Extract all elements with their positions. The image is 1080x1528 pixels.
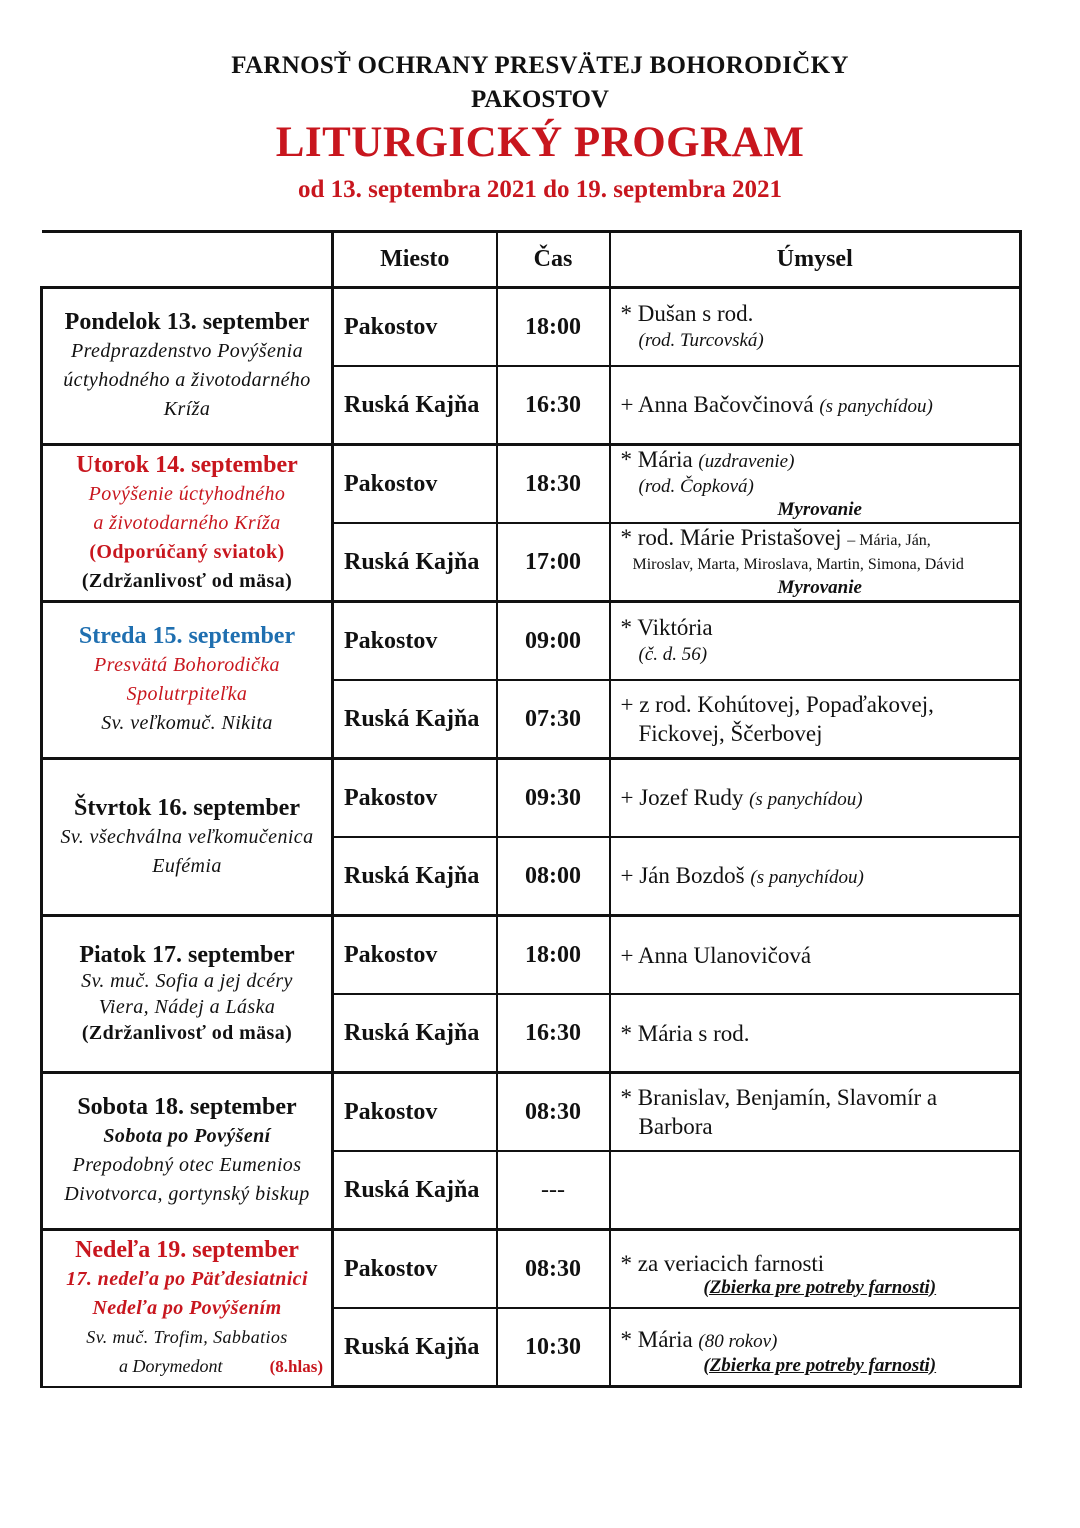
day-saint: Sv. všechválna veľkomučenica: [60, 825, 314, 848]
intent-text: * Mária: [620, 447, 693, 472]
intent-text-cont: Barbora: [638, 1114, 713, 1139]
time-cell: 17:00: [497, 523, 610, 602]
intent-text: * Dušan s rod.: [620, 301, 754, 326]
intent-text: * Mária: [620, 1326, 693, 1352]
day-feast: Predprazdenstvo Povýšenia: [71, 340, 303, 362]
intent-note: (uzdravenie): [698, 451, 795, 472]
intent-names: Miroslav, Marta, Miroslava, Martin, Simona, Dávid: [632, 555, 964, 573]
day-feast: 17. nedeľa po Päťdesiatnici: [66, 1267, 308, 1290]
day-saint: Prepodobný otec Eumenios: [72, 1154, 302, 1176]
intent-text: * rod. Márie Pristašovej: [620, 524, 842, 550]
day-name: Utorok 14. september: [76, 451, 298, 478]
place-cell: Ruská Kajňa: [333, 680, 497, 759]
table-row: [42, 602, 1021, 681]
intent-cell: [610, 366, 1021, 445]
day-cell-sunday: [42, 1230, 333, 1387]
day-name: Piatok 17. september: [79, 942, 295, 968]
day-saint: Eufémia: [152, 854, 222, 877]
collection-note: (Zbierka pre potreby farnosti): [703, 1276, 937, 1298]
parish-location: PAKOSTOV: [471, 86, 609, 113]
table-row: [42, 1073, 1021, 1152]
intent-cell: [610, 916, 1021, 995]
intent-cell: [610, 837, 1021, 916]
intent-text: * za veriacich farnosti: [620, 1250, 825, 1276]
intent-cell: [610, 1308, 1021, 1387]
header-blank-cell: [42, 232, 333, 288]
place-cell: Ruská Kajňa: [333, 994, 497, 1073]
day-saint: a Dorymedont: [119, 1355, 223, 1376]
intent-note: (s panychídou): [819, 395, 933, 417]
day-feast: Presvätá Bohorodička: [94, 654, 280, 676]
intent-text: + Anna Ulanovičová: [620, 942, 812, 968]
time-cell: 08:30: [497, 1073, 610, 1152]
intent-cell: [610, 1073, 1021, 1152]
time-cell: 18:30: [497, 445, 610, 524]
place-cell: Pakostov: [333, 445, 497, 524]
intent-text: + Jozef Rudy: [620, 784, 744, 810]
place-cell: Ruská Kajňa: [333, 523, 497, 602]
intent-note: (s panychídou): [749, 788, 863, 810]
table-header-row: [42, 232, 1021, 288]
column-header-place: Miesto: [333, 232, 497, 288]
day-name: Štvrtok 16. september: [74, 794, 300, 821]
intent-text: * Viktória: [620, 615, 713, 640]
place-cell: Pakostov: [333, 602, 497, 681]
day-cell-friday: [42, 916, 333, 1073]
column-header-intent: Úmysel: [610, 232, 1021, 288]
day-feast: Nedeľa po Povýšením: [92, 1296, 282, 1319]
day-feast: Spolutrpiteľka: [126, 683, 248, 705]
intent-text: * Mária s rod.: [620, 1020, 750, 1046]
table-row: [42, 916, 1021, 995]
place-cell: Ruská Kajňa: [333, 837, 497, 916]
day-name: Nedeľa 19. september: [75, 1236, 299, 1263]
intent-note: (s panychídou): [750, 866, 864, 888]
intent-text: * Branislav, Benjamín, Slavomír a: [620, 1085, 938, 1110]
time-cell: 09:30: [497, 759, 610, 838]
day-saint: Divotvorca, gortynský biskup: [64, 1183, 310, 1205]
day-saint: Sv. muč. Trofim, Sabbatios: [86, 1326, 288, 1347]
time-cell: 18:00: [497, 916, 610, 995]
day-saint: Sv. muč. Sofia a jej dcéry: [81, 970, 293, 992]
day-cell-thursday: [42, 759, 333, 916]
intent-note: (č. d. 56): [638, 644, 708, 665]
feast-rank: (Odporúčaný sviatok): [89, 540, 285, 563]
table-row: [42, 288, 1021, 367]
day-feast: úctyhodného a životodarného: [63, 369, 311, 391]
schedule-table: [40, 230, 1022, 1388]
day-saint: Viera, Nádej a Láska: [98, 996, 276, 1018]
intent-cell: [610, 994, 1021, 1073]
fasting-note: (Zdržanlivosť od mäsa): [81, 1022, 293, 1044]
table-row: [42, 445, 1021, 524]
intent-cell: [610, 523, 1021, 602]
day-feast: Kríža: [163, 398, 211, 420]
day-cell-wednesday: [42, 602, 333, 759]
place-cell: Ruská Kajňa: [333, 1308, 497, 1387]
day-name: Streda 15. september: [78, 623, 296, 649]
day-cell-monday: [42, 288, 333, 445]
time-cell: 18:00: [497, 288, 610, 367]
intent-family-note: (rod. Čopková): [638, 476, 754, 497]
day-cell-saturday: [42, 1073, 333, 1230]
place-cell: Ruská Kajňa: [333, 1151, 497, 1230]
table-row: [42, 1230, 1021, 1309]
time-cell: 16:30: [497, 366, 610, 445]
day-name: Pondelok 13. september: [64, 309, 310, 335]
time-cell: 16:30: [497, 994, 610, 1073]
time-cell: 08:00: [497, 837, 610, 916]
time-cell: 07:30: [497, 680, 610, 759]
page-title: LITURGICKÝ PROGRAM: [275, 119, 805, 166]
place-cell: Ruská Kajňa: [333, 366, 497, 445]
time-cell: 08:30: [497, 1230, 610, 1309]
intent-cell: [610, 759, 1021, 838]
day-name: Sobota 18. september: [77, 1094, 297, 1120]
date-range: od 13. septembra 2021 do 19. septembra 2021: [297, 176, 782, 203]
collection-note: (Zbierka pre potreby farnosti): [703, 1354, 937, 1376]
fasting-note: (Zdržanlivosť od mäsa): [81, 569, 293, 592]
intent-cell: [610, 1230, 1021, 1309]
table-row: [42, 759, 1021, 838]
intent-cell: [610, 1151, 1021, 1230]
place-cell: Pakostov: [333, 1230, 497, 1309]
day-feast: Sobota po Povýšení: [103, 1125, 271, 1147]
intent-text: + z rod. Kohútovej, Popaďakovej,: [620, 692, 934, 717]
intent-cell: [610, 445, 1021, 524]
intent-cell: [610, 680, 1021, 759]
time-cell: 10:30: [497, 1308, 610, 1387]
day-saint-line: [43, 1352, 331, 1381]
time-cell: ---: [497, 1151, 610, 1230]
place-cell: Pakostov: [333, 916, 497, 995]
intent-cell: [610, 602, 1021, 681]
intent-text: + Anna Bačovčinová: [620, 391, 814, 417]
day-feast: Povýšenie úctyhodného: [88, 482, 286, 505]
intent-note: (80 rokov): [698, 1330, 778, 1352]
place-cell: Pakostov: [333, 1073, 497, 1152]
day-saint: Sv. veľkomuč. Nikita: [101, 712, 273, 734]
tone-label: (8.hlas): [269, 1356, 323, 1376]
intent-cell: [610, 288, 1021, 367]
day-cell-tuesday: [42, 445, 333, 602]
myrovanie-label: Myrovanie: [777, 576, 862, 598]
time-cell: 09:00: [497, 602, 610, 681]
place-cell: Pakostov: [333, 759, 497, 838]
day-feast: a životodarného Kríža: [93, 511, 281, 534]
intent-text-cont: Fickovej, Ščerbovej: [638, 721, 823, 746]
intent-note: (rod. Turcovská): [638, 330, 764, 351]
intent-text: + Ján Bozdoš: [620, 862, 745, 888]
place-cell: Pakostov: [333, 288, 497, 367]
parish-name: FARNOSŤ OCHRANY PRESVÄTEJ BOHORODIČKY: [231, 52, 849, 79]
intent-names-start: – Mária, Ján,: [847, 531, 931, 549]
column-header-time: Čas: [497, 232, 610, 288]
myrovanie-label: Myrovanie: [777, 499, 862, 520]
